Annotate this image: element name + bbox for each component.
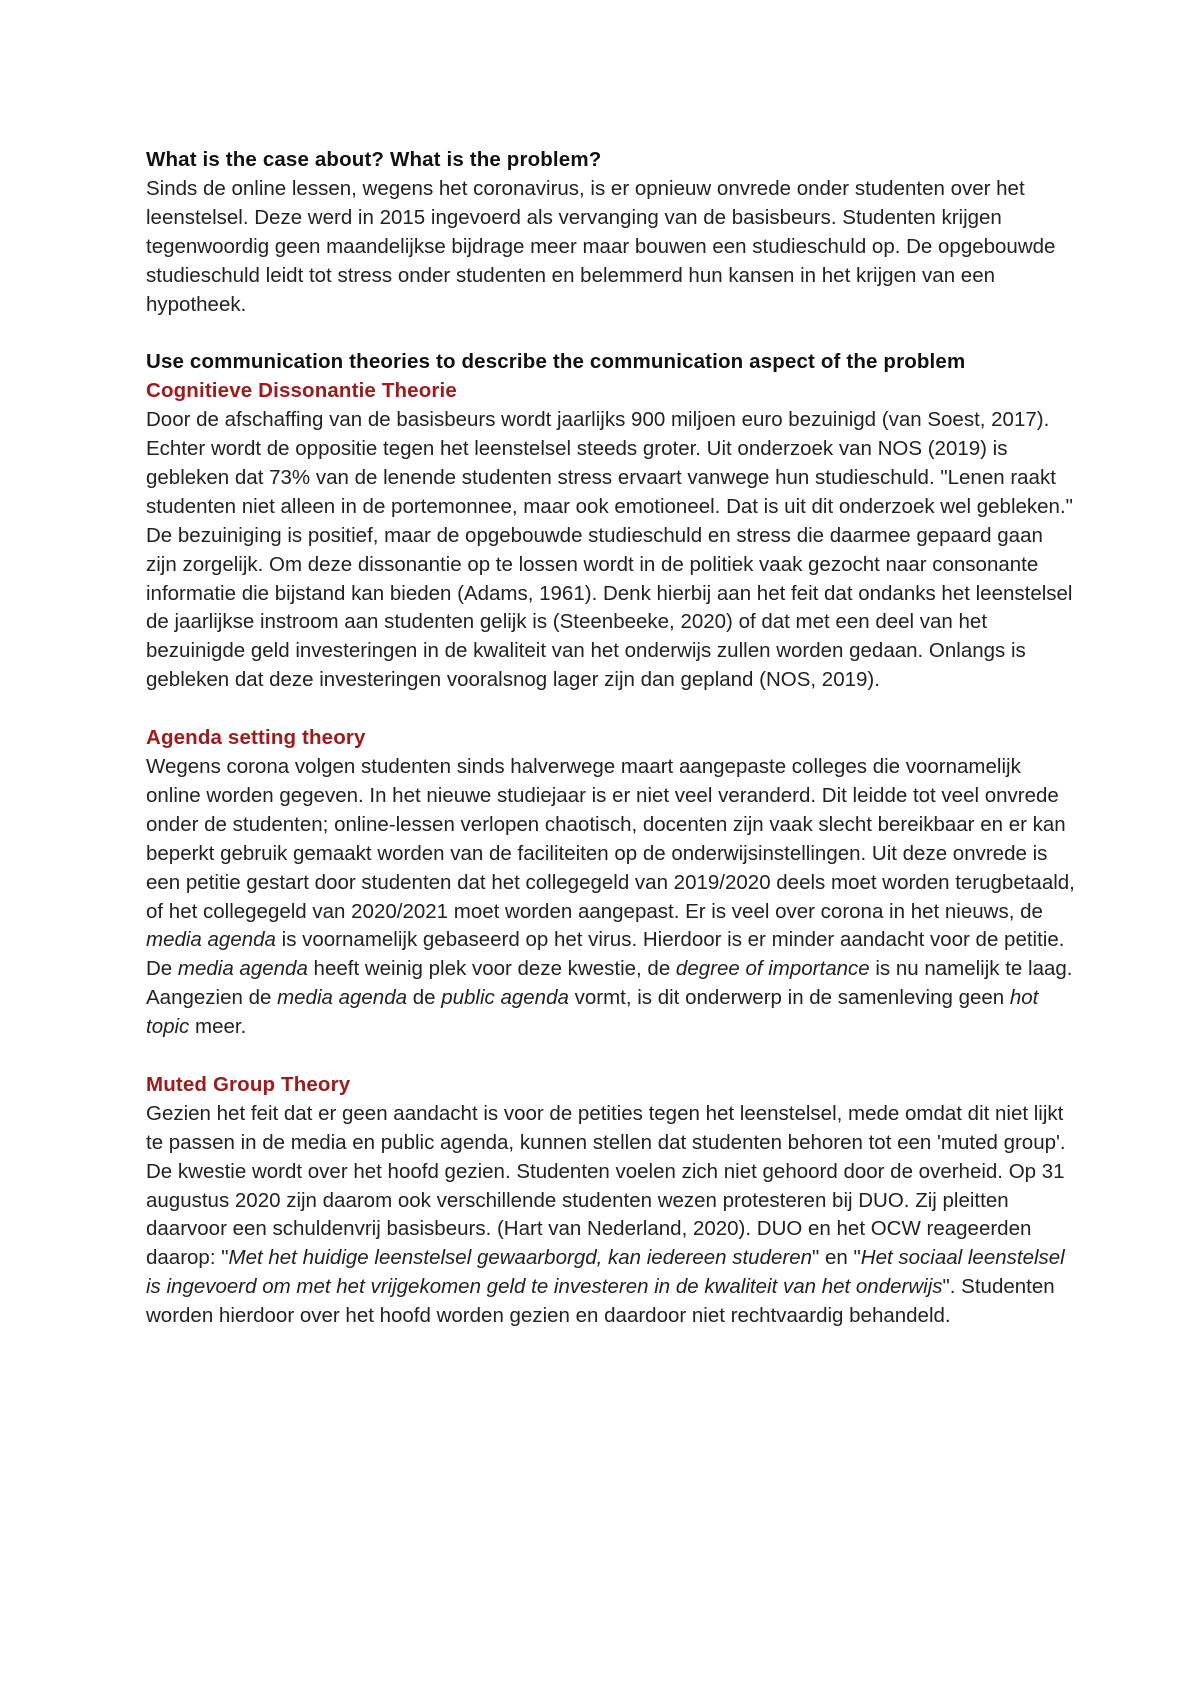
muted-paragraph	[146, 1100, 1076, 1331]
text-run: is nu namelijk te laag. Aangezien de	[146, 957, 1073, 1010]
text-run: ". Studenten worden hierdoor over het hoofd worden gezien en daardoor niet rechtvaardig behandeld.	[146, 1275, 1055, 1328]
text-run: Gezien het feit dat er geen aandacht is voor de petities tegen het leenstelsel, mede omdat dit niet lijkt te passen in de media en public agenda, kunnen stellen dat studenten behoren tot een 'muted group'. De kwestie wordt over het hoofd gezien. Studenten voelen zich niet gehoord door de overheid. Op 31 augustus 2020 zijn daarom ook verschillende studenten wezen protesteren bij DUO. Zij pleitten daarvoor een schuldenvrij basisbeurs. (Hart van Nederland, 2020). DUO en het OCW reageerden daarop: "	[146, 1101, 1066, 1270]
spacer	[146, 695, 1076, 724]
muted-heading: Muted Group Theory	[146, 1072, 351, 1096]
italic-term: degree of importance	[675, 957, 870, 981]
italic-term: media agenda	[177, 957, 308, 981]
italic-quote: Met het huidige leenstelsel gewaarborgd, kan iedereen studeren	[228, 1246, 813, 1270]
cognitive-heading: Cognitieve Dissonantie Theorie	[146, 379, 457, 403]
case-heading: What is the case about? What is the problem?	[146, 148, 602, 171]
italic-quote: Het sociaal leenstelsel is ingevoerd om met het vrijgekomen geld te investeren in de kwaliteit van het onderwijs	[146, 1246, 1065, 1299]
cognitive-paragraph: Door de afschaffing van de basisbeurs wordt jaarlijks 900 miljoen euro bezuinigd (van Soest, 2017). Echter wordt de oppositie tegen het leenstelsel steeds groter. Uit onderzoek van NOS (2019) is gebleken dat 73% van de lenende studenten stress ervaart vanwege hun studieschuld. "Lenen raakt studenten niet alleen in de portemonnee, maar ook emotioneel. Dat is uit dit onderzoek wel gebleken." De bezuiniging is positief, maar de opgebouwde studieschuld en stress die daarmee gepaard gaan zijn zorgelijk. Om deze dissonantie op te lossen wordt in de politiek vaak gezocht naar consonante informatie die bijstand kan bieden (Adams, 1961). Denk hierbij aan het feit dat ondanks het leenstelsel de jaarlijkse instroom aan studenten gelijk is (Steenbeeke, 2020) of dat met een deel van het bezuinigde geld investeringen in de kwaliteit van het onderwijs zullen worden gedaan. Onlangs is gebleken dat deze investeringen vooralsnog lager zijn dan gepland (NOS, 2019).	[146, 408, 1073, 692]
agenda-paragraph	[146, 753, 1076, 1042]
section-agenda	[146, 724, 1076, 1042]
italic-term: public agenda	[441, 986, 569, 1010]
section-case	[146, 146, 1076, 319]
spacer	[146, 319, 1076, 348]
text-run: is voornamelijk gebaseerd op het virus. Hierdoor is er minder aandacht voor de petitie. De	[146, 928, 1065, 981]
italic-term: media agenda	[277, 986, 408, 1010]
theories-heading: Use communication theories to describe the communication aspect of the problem	[146, 350, 966, 374]
italic-term: media agenda	[146, 928, 276, 952]
case-paragraph: Sinds de online lessen, wegens het coronavirus, is er opnieuw onvrede onder studenten over het leenstelsel. Deze werd in 2015 ingevoerd als vervanging van de basisbeurs. Studenten krijgen tegenwoordig geen maandelijkse bijdrage meer maar bouwen een studieschuld op. De opgebouwde studieschuld leidt tot stress onder studenten en belemmerd hun kansen in het krijgen van een hypotheek.	[146, 176, 1056, 316]
text-run: vormt, is dit onderwerp in de samenleving geen	[568, 986, 1010, 1010]
text-run: heeft weinig plek voor deze kwestie, de	[307, 957, 676, 981]
agenda-heading: Agenda setting theory	[146, 726, 366, 750]
italic-term: hot topic	[146, 986, 1039, 1039]
document-page	[146, 146, 1076, 1331]
text-run: meer.	[189, 1015, 247, 1039]
spacer	[146, 1042, 1076, 1071]
text-run: " en "	[812, 1246, 861, 1270]
section-muted	[146, 1071, 1076, 1331]
section-theories	[146, 348, 1076, 695]
text-run: de	[407, 986, 442, 1010]
text-run: Wegens corona volgen studenten sinds halverwege maart aangepaste colleges die voornamelijk online worden gegeven. In het nieuwe studiejaar is er niet veel veranderd. Dit leidde tot veel onvrede onder de studenten; online-lessen verlopen chaotisch, docenten zijn vaak slecht bereikbaar en er kan beperkt gebruik gemaakt worden van de faciliteiten op de onderwijsinstellingen. Uit deze onvrede is een petitie gestart door studenten dat het collegegeld van 2019/2020 deels moet worden terugbetaald, of het collegegeld van 2020/2021 moet worden aangepast. Er is veel over corona in het nieuws, de	[146, 755, 1075, 923]
